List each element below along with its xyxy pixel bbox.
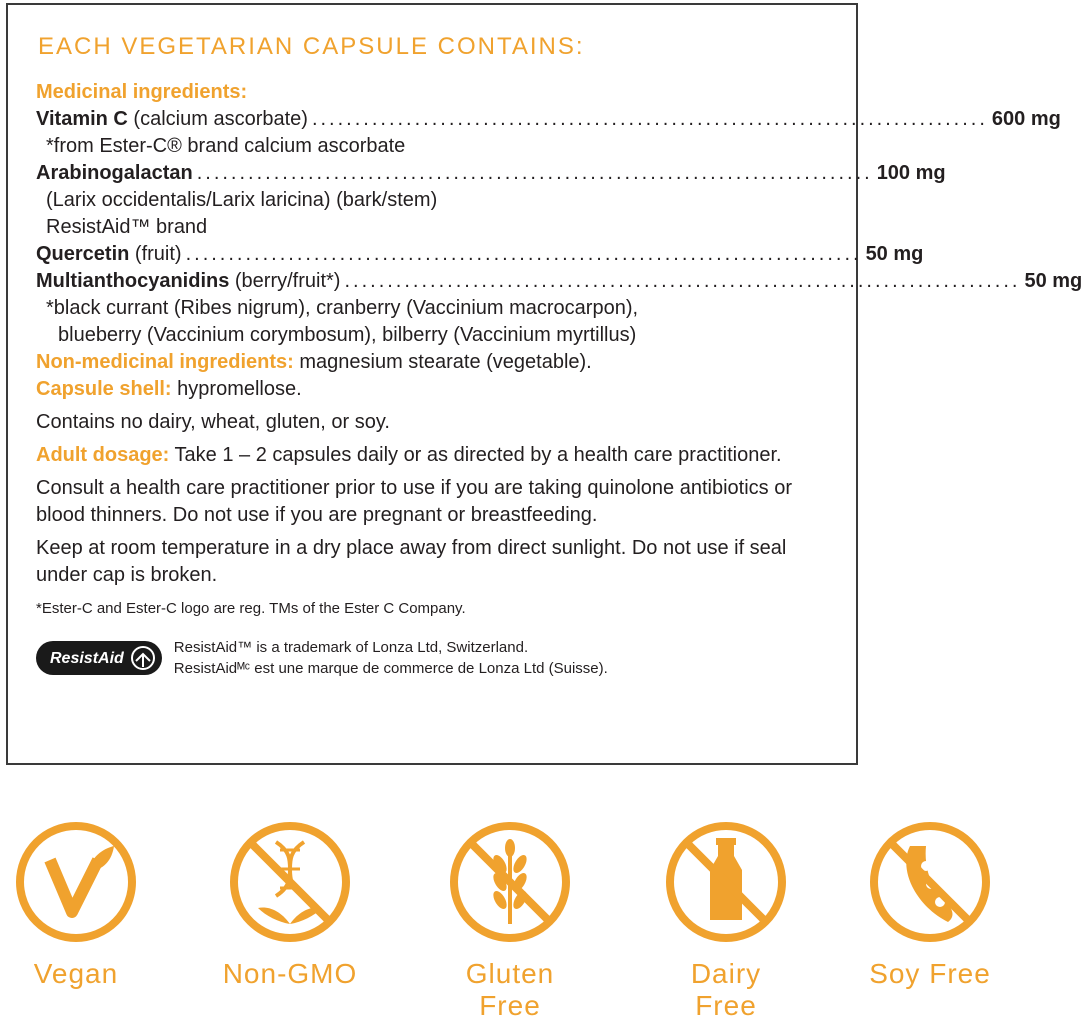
vegan-v-leaf-icon	[14, 820, 138, 944]
capsule-shell-text: hypromellose.	[171, 378, 302, 400]
ingredient-name: Quercetin	[36, 243, 130, 265]
berry-sources-note-1: *black currant (Ribes nigrum), cranberry (Vaccinium macrocarpon),	[46, 297, 639, 319]
adult-dosage-label: Adult dosage:	[36, 444, 170, 466]
ingredient-row-arabinogalactan	[36, 160, 946, 187]
leader-dots: ...............................................................................	[196, 162, 873, 184]
warning-text: Consult a health care practitioner prior to use if you are taking quinolone antibiotics or blood thinners. Do not use if you are pregnant or breastfeeding.	[36, 477, 792, 526]
supplement-facts-panel	[6, 3, 1082, 765]
adult-dosage-text: Take 1 – 2 capsules daily or as directed by a health care practitioner.	[169, 444, 782, 466]
vitamin-c-note: *from Ester-C® brand calcium ascorbate	[46, 135, 406, 157]
badge-vegan	[6, 820, 146, 990]
ingredient-amount: 50 mg	[1024, 270, 1082, 292]
badge-label: Dairy Free	[690, 958, 762, 1021]
badge-dairy-free	[656, 820, 796, 1022]
ingredient-name: Multianthocyanidins	[36, 270, 230, 292]
soy-pod-crossed-icon	[868, 820, 992, 944]
resistaid-shield-icon	[130, 645, 156, 671]
storage-text: Keep at room temperature in a dry place away from direct sunlight. Do not use if seal under cap is broken.	[36, 537, 787, 586]
resistaid-tm-french: ResistAidᴹᶜ est une marque de commerce de Lonza Ltd (Suisse).	[173, 660, 608, 677]
ingredient-row-quercetin	[36, 241, 924, 268]
resistaid-trademark-text	[174, 637, 608, 679]
ingredient-row-vitamin-c	[36, 106, 1061, 133]
non-medicinal-ingredients	[36, 349, 834, 376]
adult-dosage	[36, 442, 834, 469]
certification-badges	[0, 820, 1000, 1021]
badge-label: Soy Free	[869, 958, 991, 989]
badge-soy-free	[860, 820, 1000, 990]
panel-content	[36, 79, 1082, 679]
allergen-statement: Contains no dairy, wheat, gluten, or soy.	[36, 411, 390, 433]
badge-non-gmo	[220, 820, 360, 990]
ester-c-footnote: *Ester-C and Ester-C logo are reg. TMs of the Ester C Company.	[36, 600, 466, 617]
resistaid-logo	[36, 641, 162, 675]
wheat-crossed-icon	[448, 820, 572, 944]
milk-bottle-crossed-icon	[664, 820, 788, 944]
resistaid-tm-english: ResistAid™ is a trademark of Lonza Ltd, Switzerland.	[173, 639, 529, 656]
non-medicinal-text: magnesium stearate (vegetable).	[293, 351, 592, 373]
leader-dots: ...............................................................................	[344, 270, 1021, 292]
ingredient-amount: 50 mg	[865, 243, 924, 265]
ingredient-detail: (fruit)	[129, 243, 182, 265]
leader-dots: ...............................................................................	[311, 108, 988, 130]
dna-crossed-icon	[228, 820, 352, 944]
resistaid-logo-text: ResistAid	[50, 649, 124, 667]
non-medicinal-label: Non-medicinal ingredients:	[36, 351, 294, 373]
ingredient-amount: 600 mg	[991, 108, 1061, 130]
leader-dots: ...............................................................................	[185, 243, 862, 265]
badge-label: Gluten Free	[465, 958, 555, 1021]
medicinal-ingredients-heading: Medicinal ingredients:	[36, 81, 248, 103]
badge-label: Vegan	[33, 958, 119, 989]
arabinogalactan-source-note: (Larix occidentalis/Larix laricina) (bark/stem)	[46, 189, 438, 211]
ingredient-detail: (calcium ascorbate)	[127, 108, 308, 130]
capsule-shell	[36, 376, 834, 403]
ingredient-detail: (berry/fruit*)	[229, 270, 341, 292]
panel-title: EACH VEGETARIAN CAPSULE CONTAINS:	[38, 33, 585, 60]
ingredient-row-multianthocyanidins	[36, 268, 1082, 295]
badge-label: Non-GMO	[222, 958, 358, 989]
resistaid-trademark-block	[36, 637, 834, 679]
capsule-shell-label: Capsule shell:	[36, 378, 172, 400]
badge-gluten-free	[440, 820, 580, 1022]
arabinogalactan-brand-note: ResistAid™ brand	[46, 216, 208, 238]
ingredient-name: Arabinogalactan	[36, 162, 193, 184]
ingredient-name: Vitamin C	[36, 108, 128, 130]
berry-sources-note-2: blueberry (Vaccinium corymbosum), bilberry (Vaccinium myrtillus)	[58, 324, 637, 346]
ingredient-amount: 100 mg	[876, 162, 946, 184]
